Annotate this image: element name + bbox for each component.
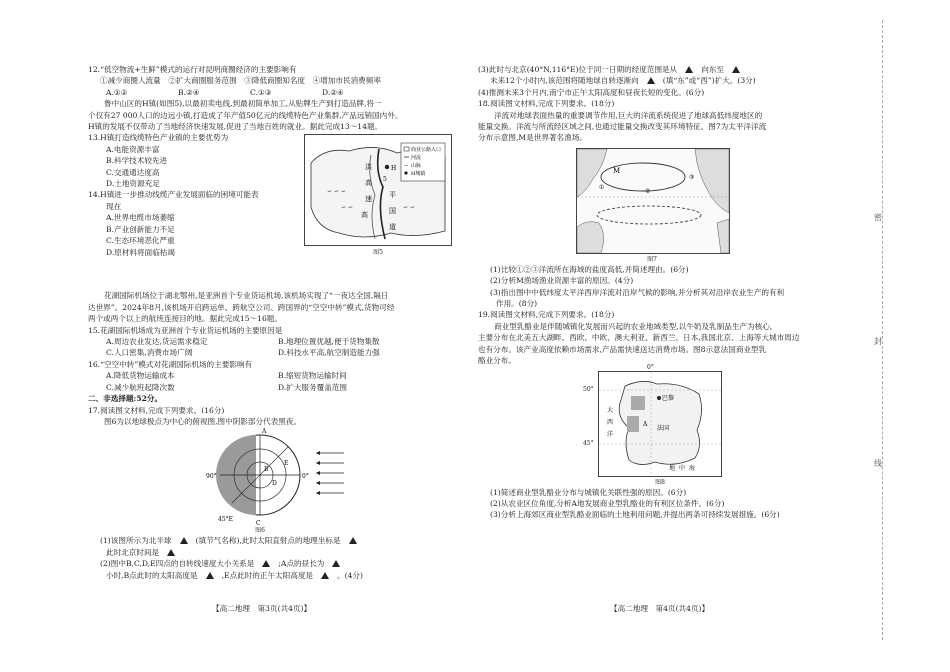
answer-blank-icon[interactable] bbox=[206, 572, 214, 579]
q13-option-b[interactable]: B.科学技术较先进 bbox=[106, 156, 168, 166]
q14-option-a[interactable]: A.世界电缆市场萎缩 bbox=[106, 213, 175, 223]
q17-intro: 图6为以地球极点为中心的俯视图,图中阴影部分代表黑夜。 bbox=[104, 416, 302, 426]
fig5-label-d: 平 bbox=[389, 191, 396, 200]
fig5-label-h: 5 bbox=[383, 176, 387, 184]
q15-option-b[interactable]: B.地理位置优越,便于货物集散 bbox=[278, 337, 380, 347]
answer-blank-icon[interactable] bbox=[647, 77, 655, 84]
h-town-marker bbox=[385, 165, 389, 169]
q17-sub2-text-b: ;A点的昼长为 bbox=[278, 559, 325, 569]
q17-sub1-text-c: 此时北京时间是 bbox=[106, 547, 160, 557]
q19-intro-1: 商业型乳酪业是伴随城镇化发展而兴起的农业地域类型,以牛奶及乳制品生产为核心, bbox=[494, 321, 773, 331]
q15-options-row2 bbox=[88, 347, 460, 358]
fig8-label-da: 大 bbox=[607, 406, 614, 414]
q16-option-c[interactable]: C.减少航班起降次数 bbox=[106, 382, 175, 392]
q17-sub2-text-c: 小时,B点此时的太阳高度是 bbox=[106, 570, 198, 580]
q19-intro-2: 主要分布在北美五大湖畔、西欧、中欧、澳大利亚、新西兰、日本,我国北京、上海等大城市周边 bbox=[478, 333, 800, 343]
q14-stem-line2: 现在 bbox=[106, 201, 122, 211]
figure-7-map bbox=[576, 148, 730, 254]
q17-sub1-text-b: (填节气名称),此时太阳直射点的地理坐标是 bbox=[195, 536, 341, 546]
q16-options-row2 bbox=[88, 382, 460, 393]
figure-8-map bbox=[583, 363, 722, 477]
fig6-label-lon45: 45°E bbox=[218, 516, 234, 524]
q17-sub4: (4)推测未来3个月内,南宁市正午太阳高度和昼夜长短的变化。(6分) bbox=[478, 87, 705, 97]
fig8-label-a: A bbox=[643, 420, 648, 428]
left-footer: 【高二地理 第3页(共4页)】 bbox=[212, 604, 312, 613]
fig8-label-zhong: 中 bbox=[679, 464, 686, 472]
q13-stem: 13.H镇打造线缆特色产业镇的主要优势为 bbox=[88, 133, 229, 143]
q13-option-c[interactable]: C.交通通达度高 bbox=[106, 167, 160, 177]
q17-sub2-text-a: (2)图中B,C,D,E四点的自转线速度大小关系是 bbox=[100, 559, 255, 569]
q19-stem: 19.阅读图文材料,完成下列要求。(18分) bbox=[478, 310, 615, 320]
fig8-label-hai: 海 bbox=[689, 464, 696, 472]
seal-line bbox=[882, 20, 883, 640]
fig8-label-paris: 巴黎 bbox=[662, 394, 675, 402]
answer-blank-icon[interactable] bbox=[321, 572, 329, 579]
q13-option-a[interactable]: A.电能资源丰富 bbox=[106, 144, 160, 154]
q16-options-row1 bbox=[88, 370, 460, 381]
fig5-label-c: 速 bbox=[365, 195, 372, 204]
figure-5-svg bbox=[305, 135, 451, 245]
fig8-label-xi: 西 bbox=[607, 418, 614, 426]
q17-sub3-text-a: (3)此时与北京(40°N,116°E)位于同一日期的经度范围是从 bbox=[478, 65, 678, 74]
q18-intro-3: 分布示意图,M是世界著名渔场。 bbox=[478, 133, 587, 143]
svg-text:∽ ∽: ∽ ∽ bbox=[341, 204, 353, 212]
answer-blank-icon[interactable] bbox=[180, 537, 188, 544]
q17-sub3-text-d: (填“东”或“西”)扩大。(3分) bbox=[662, 76, 756, 86]
figure-7-caption: 图7 bbox=[647, 255, 657, 263]
q15-option-a[interactable]: A.周边农业发达,货运需求稳定 bbox=[106, 337, 208, 347]
q17-sub2-text-d: ,E点此时的正午太阳高度是 bbox=[221, 570, 314, 580]
q15-option-d[interactable]: D.科技水平高,航空制造能力强 bbox=[278, 348, 380, 358]
figure-8 bbox=[478, 363, 838, 487]
fig6-label-lon0: 0° bbox=[302, 473, 309, 481]
fig8-label-45: 45° bbox=[583, 439, 594, 447]
q18-sub2: (2)分析M渔场渔业资源丰富的原因。(4分) bbox=[490, 276, 634, 286]
fig8-label-france: 法国 bbox=[657, 424, 670, 432]
figure-8-caption: 图8 bbox=[655, 478, 665, 486]
q19-sub3: (3)分析上海郊区商业型乳酪业面临的土地利用问题,并提出两条可持续发展措施。(6分) bbox=[490, 510, 780, 520]
q12-stem: 12.“低空物流+生鲜”模式的运行对昆明商圈经济的主要影响有 bbox=[88, 65, 297, 74]
intro13-line1: 鲁中山区的H镇(如图5),以最初卖电线,到最初简单加工,从贴牌生产到打造品牌,将一 bbox=[104, 99, 382, 109]
intro15-line3: 两个或两个以上的航班连接目的地。据此完成15～16题。 bbox=[88, 314, 282, 324]
fig6-label-e: E bbox=[284, 460, 289, 468]
intro13-line2: 个仅有27 000人口的边远小镇,打造成了年产值50亿元的线缆特色产业集群,产品远销国内外。 bbox=[88, 110, 403, 120]
svg-text:③: ③ bbox=[689, 173, 695, 181]
fig5-label-g: 高 bbox=[361, 211, 368, 220]
q19-intro-4: 酪业分布。 bbox=[478, 356, 516, 366]
right-footer: 【高二地理 第4页(共4页)】 bbox=[610, 604, 710, 613]
q17-sub2-line2 bbox=[88, 570, 460, 581]
q18-sub3-line1: (3)指出图中中低纬度太平洋西岸洋流对沿岸气候的影响,并分析其对沿岸农业生产的有利 bbox=[490, 287, 785, 297]
q15-option-c[interactable]: C.人口密集,消费市场广阔 bbox=[106, 348, 193, 358]
q17-sub3-line1 bbox=[478, 64, 838, 75]
figure-5-map bbox=[304, 134, 452, 257]
figure-5-caption: 图5 bbox=[373, 249, 383, 257]
figure-6-caption: 图6 bbox=[255, 527, 265, 535]
q17-stem: 17.阅读图文材料,完成下列要求。(16分) bbox=[88, 405, 225, 415]
fig8-label-0: 0° bbox=[647, 363, 654, 371]
figure-7-svg bbox=[577, 149, 729, 253]
q17-sub1-line2 bbox=[88, 547, 460, 558]
section-2-heading: 二、非选择题:52分。 bbox=[88, 394, 163, 404]
fig5-label-i: H bbox=[391, 165, 397, 173]
q13-option-d[interactable]: D.土地资源充足 bbox=[106, 179, 160, 189]
figure-6 bbox=[88, 427, 460, 535]
fig6-label-b: B bbox=[264, 466, 269, 474]
q17-sub2-text-e: 。(4分) bbox=[337, 570, 363, 580]
margin-char-feng: 封 bbox=[874, 337, 882, 346]
fig8-label-di: 地 bbox=[669, 464, 676, 472]
q17-sub1-line1 bbox=[88, 535, 460, 546]
q17-sub3-line2 bbox=[478, 75, 838, 86]
svg-text:∽ ∽: ∽ ∽ bbox=[403, 204, 415, 212]
figure-7 bbox=[478, 144, 838, 264]
fig5-legend-3: 山脉 bbox=[411, 163, 422, 170]
fig6-label-a: A bbox=[262, 428, 267, 436]
answer-blank-icon[interactable] bbox=[332, 560, 340, 567]
svg-text:②: ② bbox=[645, 187, 651, 195]
q14-stem-line1: 14.H镇进一步推动线缆产业发展面临的困境可能表 bbox=[88, 190, 259, 200]
q15-options-row1 bbox=[88, 336, 460, 347]
q12-option-b[interactable]: B.②④ bbox=[178, 87, 200, 97]
q14-option-d[interactable]: D.原材料将面临枯竭 bbox=[106, 247, 175, 257]
figure-8-svg bbox=[599, 372, 721, 476]
answer-blank-icon[interactable] bbox=[732, 66, 740, 73]
q19-sub1: (1)简述商业型乳酪业分布与城镇化关联性强的原因。(6分) bbox=[490, 487, 687, 497]
margin-char-xian: 线 bbox=[874, 459, 882, 468]
q18-intro-1: 洋流对地球表面热量的重要调节作用,巨大的洋流系统促进了地球高低纬度地区的 bbox=[494, 110, 763, 120]
fig5-label-f: 道 bbox=[389, 223, 396, 232]
left-page bbox=[88, 64, 460, 581]
q18-intro-2: 能量交换。洋流与所流经区域之间,也通过能量交换改变其环境特征。图7为太平洋洋流 bbox=[478, 122, 767, 132]
q18-sub1: (1)比较①②③洋流所在海域的盐度高低,并简述理由。(6分) bbox=[490, 264, 689, 274]
fig5-label-b: 高 bbox=[365, 179, 372, 188]
q16-option-a[interactable]: A.降低货物运输成本 bbox=[106, 371, 175, 381]
fig5-legend-2: 河流 bbox=[411, 155, 422, 162]
margin-char-mi: 密 bbox=[874, 213, 882, 222]
q12-option-d[interactable]: D.②④ bbox=[322, 87, 344, 97]
q16-stem: 16.“空空中转”模式对花湖国际机场的主要影响有 bbox=[88, 359, 253, 369]
svg-text:M: M bbox=[613, 166, 621, 175]
intro15-line1: 花湖国际机场位于湖北鄂州,是亚洲首个专业货运机场,该机场实现了“一夜达全国,隔日 bbox=[104, 291, 389, 301]
svg-text:∽: ∽ bbox=[404, 163, 409, 170]
q18-sub3-line2: 作用。(8分) bbox=[496, 299, 538, 309]
intro15-line2: 达世界”。2024年8月,该机场开启跨运单、跨航空公司、跨国界的“空空中转”模式,货物可经 bbox=[88, 302, 395, 312]
answer-blank-icon[interactable] bbox=[167, 549, 175, 556]
q12-option-c[interactable]: C.①③ bbox=[250, 87, 272, 97]
fig5-label-e: 国 bbox=[389, 207, 396, 216]
q14-option-b[interactable]: B.产业创新能力不足 bbox=[106, 224, 175, 234]
q18-stem: 18.阅读图文材料,完成下列要求。(18分) bbox=[478, 99, 615, 109]
q19-intro-3: 也有分布。该产业高度依赖市场需求,产品需快速送达消费市场。图8示意法国商业型乳 bbox=[478, 344, 767, 354]
q17-sub3-text-b: 向东至 bbox=[701, 65, 725, 74]
q19-sub2: (2)从农业区位角度,分析A地发展商业型乳酪业的有利区位条件。(6分) bbox=[490, 498, 725, 508]
fig6-label-c: C bbox=[256, 520, 261, 528]
fig5-legend-4: H城镇 bbox=[411, 171, 426, 178]
fig8-label-yang: 洋 bbox=[607, 430, 614, 438]
q16-option-b[interactable]: B.缩短货物运输时间 bbox=[278, 371, 347, 381]
fig6-label-lon90: 90° bbox=[206, 473, 217, 481]
q17-sub1-text-a: (1)该图所示为北半球 bbox=[100, 536, 172, 546]
q12-items: ①减少商圈人流量 ②扩大商圈服务范围 ③降低商圈知名度 ④增加市民消费频率 bbox=[100, 76, 381, 86]
fig5-label-a: 洪 bbox=[365, 163, 372, 172]
fig6-label-d: D bbox=[272, 480, 277, 488]
q15-stem: 15.花湖国际机场成为亚洲首个专业货运机场的主要原因是 bbox=[88, 325, 283, 335]
q17-sub3-text-c: 未来12个小时内,该范围将随地球自转逐渐向 bbox=[490, 76, 639, 86]
answer-blank-icon[interactable] bbox=[349, 537, 357, 544]
right-page bbox=[478, 64, 838, 521]
figure-6-svg bbox=[88, 427, 460, 527]
q16-option-d[interactable]: D.扩大服务覆盖范围 bbox=[278, 382, 347, 392]
svg-text:①: ① bbox=[599, 183, 605, 191]
q14-option-c[interactable]: C.生态环境恶化严重 bbox=[106, 236, 175, 246]
fig5-legend-1: 商业公路入口 bbox=[411, 147, 442, 154]
q13-q14-block bbox=[88, 132, 460, 290]
answer-blank-icon[interactable] bbox=[262, 560, 270, 567]
intro13-line3: H镇的发展不仅带动了当地经济快速发展,促进了当地百姓的就业。据此完成13～14题。 bbox=[88, 122, 383, 132]
answer-blank-icon[interactable] bbox=[685, 66, 693, 73]
q12-option-a[interactable]: A.①② bbox=[106, 87, 128, 97]
svg-text:∽ ∽ ∽: ∽ ∽ ∽ bbox=[327, 188, 346, 196]
q17-sub2-line1 bbox=[88, 558, 460, 569]
fig8-label-50: 50° bbox=[583, 385, 594, 393]
q12-options bbox=[88, 87, 460, 98]
